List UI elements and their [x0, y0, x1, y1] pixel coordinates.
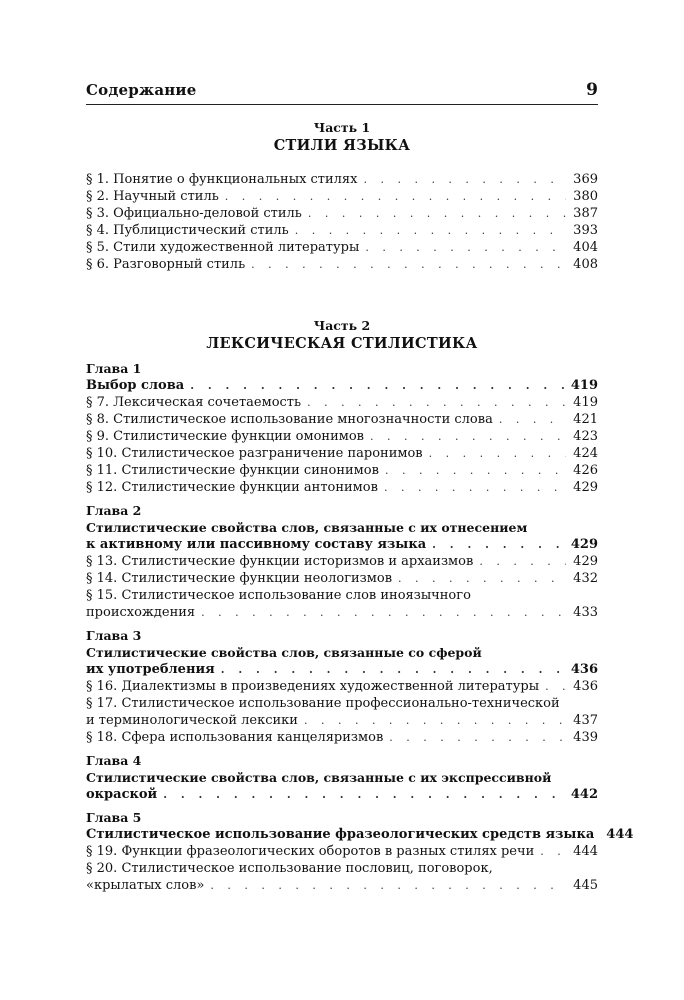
entry-title: § 16. Диалектизмы в произведениях художественной литературы [86, 679, 540, 694]
leader-dots [221, 661, 565, 678]
entry-title: § 14. Стилистические функции неологизмов [86, 571, 393, 586]
entry-title: окраской [86, 787, 158, 802]
leader-dots [499, 411, 566, 428]
entry-page-number: 444 [573, 844, 598, 859]
entry-page-number: 404 [573, 240, 598, 255]
entry-page-number: 433 [573, 605, 598, 620]
entry-page-number: 436 [570, 662, 598, 677]
part2-heading [86, 318, 598, 352]
toc-entry [86, 712, 598, 729]
entry-page-number: 444 [606, 827, 634, 842]
leader-dots [163, 786, 565, 803]
entry-page-number: 432 [573, 571, 598, 586]
entry-title: § 5. Стили художественной литературы [86, 240, 360, 255]
chapter-title-line: Стилистические свойства слов, связанные с их экспрессивной [86, 770, 552, 785]
running-header [86, 80, 598, 105]
entry-page-number: 437 [573, 713, 598, 728]
entry-title: § 18. Сфера использования канцеляризмов [86, 730, 384, 745]
entry-title: § 13. Стилистические функции историзмов и архаизмов [86, 554, 474, 569]
entry-title: § 3. Официально-деловой стиль [86, 206, 302, 221]
entry-title: «крылатых слов» [86, 878, 205, 893]
entry-page-number: 429 [573, 480, 598, 495]
chapter-title-line: Стилистические свойства слов, связанные с их отнесением [86, 520, 528, 535]
entry-page-number: 387 [573, 206, 598, 221]
toc-entry-first-line: § 20. Стилистическое использование пословиц, поговорок, [86, 861, 493, 876]
toc-entry [86, 729, 598, 746]
entry-page-number: 436 [573, 679, 598, 694]
entry-title: § 10. Стилистическое разграничение паронимов [86, 446, 423, 461]
chapter-title-line: Стилистические свойства слов, связанные со сферой [86, 645, 482, 660]
chapter-title-entry [86, 826, 634, 843]
page-number: 9 [586, 80, 598, 100]
chapter-label: Глава 4 [86, 753, 142, 768]
toc-entry-first-line: § 17. Стилистическое использование профессионально-технической [86, 696, 560, 711]
leader-dots [190, 377, 565, 394]
leader-dots [251, 256, 566, 273]
chapter-label: Глава 3 [86, 628, 142, 643]
entry-title: Стилистическое использование фразеологических средств языка [86, 827, 595, 842]
toc-entry-first-line: § 15. Стилистическое использование слов иноязычного [86, 588, 471, 603]
leader-dots [365, 239, 566, 256]
leader-dots [429, 445, 566, 462]
leader-dots [304, 712, 566, 729]
part2-title: ЛЕКСИЧЕСКАЯ СТИЛИСТИКА [206, 335, 478, 352]
chapter-label: Глава 5 [86, 810, 142, 825]
part2-toc [86, 360, 634, 894]
toc-entry [86, 428, 598, 445]
entry-title: § 7. Лексическая сочетаемость [86, 395, 302, 410]
header-title: Содержание [86, 81, 197, 99]
entry-page-number: 419 [570, 378, 598, 393]
entry-page-number: 439 [573, 730, 598, 745]
toc-entry [86, 239, 598, 256]
entry-title: § 2. Научный стиль [86, 189, 219, 204]
entry-title: § 12. Стилистические функции антонимов [86, 480, 378, 495]
entry-page-number: 426 [573, 463, 598, 478]
chapter-title-entry [86, 786, 598, 803]
part1-heading [86, 120, 598, 154]
toc-entry [86, 462, 598, 479]
toc-entry [86, 205, 598, 222]
entry-title: § 1. Понятие о функциональных стилях [86, 172, 358, 187]
entry-page-number: 421 [573, 412, 598, 427]
entry-page-number: 429 [570, 537, 598, 552]
leader-dots [479, 553, 566, 570]
entry-title: § 4. Публицистический стиль [86, 223, 289, 238]
entry-page-number: 429 [573, 554, 598, 569]
part1-title: СТИЛИ ЯЗЫКА [273, 137, 411, 154]
leader-dots [545, 678, 566, 695]
leader-dots [385, 462, 566, 479]
entry-page-number: 423 [573, 429, 598, 444]
entry-title: § 19. Функции фразеологических оборотов в разных стилях речи [86, 844, 535, 859]
entry-page-number: 419 [573, 395, 598, 410]
entry-page-number: 445 [573, 878, 598, 893]
toc-entry [86, 188, 598, 205]
entry-title: Выбор слова [86, 378, 185, 393]
entry-title: § 9. Стилистические функции омонимов [86, 429, 365, 444]
leader-dots [225, 188, 566, 205]
chapter-title-entry [86, 661, 598, 678]
part2-label: Часть 2 [313, 318, 371, 333]
entry-page-number: 380 [573, 189, 598, 204]
chapter-label: Глава 2 [86, 503, 142, 518]
entry-title: их употребления [86, 662, 215, 677]
toc-entry [86, 843, 598, 860]
toc-entry [86, 411, 598, 428]
toc-entry [86, 256, 598, 273]
part1-label: Часть 1 [313, 120, 371, 135]
toc-entry [86, 479, 598, 496]
toc-entry [86, 678, 598, 695]
entry-title: § 6. Разговорный стиль [86, 257, 246, 272]
toc-entry [86, 394, 598, 411]
leader-dots [540, 843, 566, 860]
leader-dots [210, 877, 566, 894]
leader-dots [384, 479, 566, 496]
toc-entry [86, 877, 598, 894]
leader-dots [363, 171, 566, 188]
leader-dots [432, 536, 565, 553]
chapter-label: Глава 1 [86, 361, 142, 376]
entry-page-number: 442 [570, 787, 598, 802]
entry-title: § 11. Стилистические функции синонимов [86, 463, 379, 478]
entry-page-number: 424 [573, 446, 598, 461]
entry-title: к активному или пассивному составу языка [86, 537, 427, 552]
toc-entry [86, 553, 598, 570]
toc-entry [86, 171, 598, 188]
leader-dots [295, 222, 566, 239]
toc-entry [86, 445, 598, 462]
entry-page-number: 369 [573, 172, 598, 187]
leader-dots [201, 604, 566, 621]
leader-dots [307, 394, 566, 411]
chapter-title-entry [86, 536, 598, 553]
toc-entry [86, 570, 598, 587]
chapter-title-entry [86, 377, 598, 394]
part1-toc [86, 171, 598, 273]
leader-dots [398, 570, 566, 587]
leader-dots [370, 428, 566, 445]
entry-title: и терминологической лексики [86, 713, 298, 728]
toc-entry [86, 222, 598, 239]
entry-title: § 8. Стилистическое использование многозначности слова [86, 412, 493, 427]
entry-page-number: 393 [573, 223, 598, 238]
leader-dots [308, 205, 566, 222]
leader-dots [389, 729, 566, 746]
toc-entry [86, 604, 598, 621]
entry-page-number: 408 [573, 257, 598, 272]
entry-title: происхождения [86, 605, 196, 620]
